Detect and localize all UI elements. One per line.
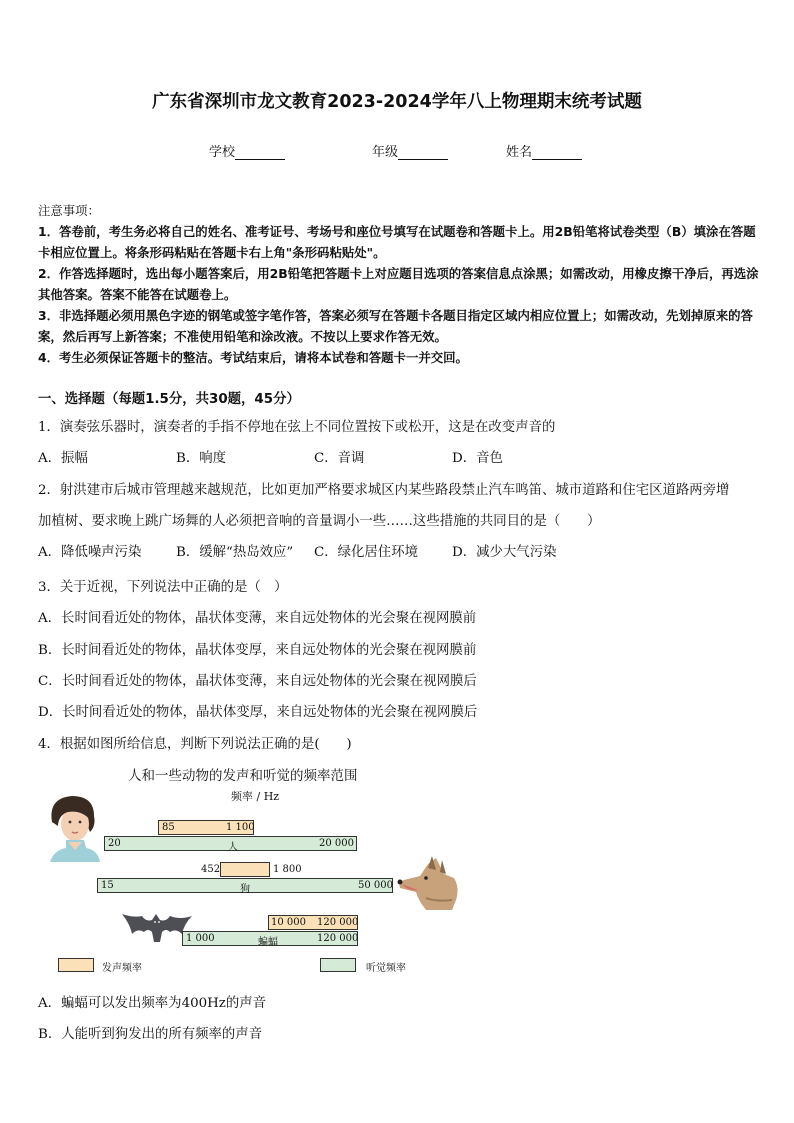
- legend-hear-swatch: [320, 958, 356, 972]
- dog-hear-high: 50 000: [358, 880, 393, 891]
- human-voice-low: 85: [162, 822, 175, 833]
- q2-option-a: A．降低噪声污染: [38, 545, 142, 560]
- dog-label: 狗: [240, 884, 250, 895]
- school-blank: [235, 146, 285, 160]
- legend-voice-swatch: [58, 958, 94, 972]
- question-1-stem: 1．演奏弦乐器时，演奏者的手指不停地在弦上不同位置按下或松开，这是在改变声音的: [38, 420, 556, 435]
- q2-option-b: B．缓解“热岛效应”: [176, 545, 294, 560]
- human-voice-high: 1 100: [226, 822, 255, 833]
- q3-option-b: B．长时间看近处的物体，晶状体变厚，来自远处物体的光会聚在视网膜前: [38, 643, 477, 658]
- dog-voice-bar: [220, 862, 270, 877]
- notice-item: 3．非选择题必须用黑色字迹的钢笔或签字笔作答，答案必须写在答题卡各题目指定区域内相应位置上；如需改动，先划掉原来的答案，然后再写上新答案；不准使用铅笔和涂改液。不按以上要求作答无效。: [38, 308, 753, 344]
- dog-voice-high: 1 800: [273, 864, 302, 875]
- q3-option-c: C．长时间看近处的物体，晶状体变薄，来自远处物体的光会聚在视网膜后: [38, 674, 477, 689]
- q1-option-a: A．振幅: [38, 451, 88, 466]
- question-2-stem-line2: 加植树、要求晚上跳广场舞的人必须把音响的音量调小一些……这些措施的共同目的是（ ）: [38, 514, 601, 529]
- human-hear-low: 20: [108, 838, 121, 849]
- woman-illustration: [44, 792, 102, 862]
- section-heading: 一、选择题（每题1.5分，共30题，45分）: [38, 392, 300, 407]
- human-label: 人: [228, 842, 238, 853]
- dog-illustration: [396, 854, 462, 910]
- q3-option-d: D．长时间看近处的物体，晶状体变厚，来自远处物体的光会聚在视网膜后: [38, 705, 478, 720]
- notice-item: 1．答卷前，考生务必将自己的姓名、准考证号、考场号和座位号填写在试题卷和答题卡上。用2B铅笔将试卷类型（B）填涂在答题卡相应位置上。将条形码粘贴在答题卡右上角"条形码粘贴处"。: [38, 224, 756, 260]
- question-4-stem: 4．根据如图所给信息，判断下列说法正确的是( ): [38, 737, 352, 752]
- q3-option-a: A．长时间看近处的物体，晶状体变薄，来自远处物体的光会聚在视网膜前: [38, 611, 477, 626]
- legend-voice-label: 发声频率: [102, 963, 142, 974]
- q4-option-a: A．蝙蝠可以发出频率为400Hz的声音: [38, 996, 267, 1011]
- school-field: [209, 141, 285, 160]
- grade-blank: [398, 146, 448, 160]
- question-3-stem: 3．关于近视，下列说法中正确的是（ ）: [38, 580, 288, 595]
- notice-item: 4．考生必须保证答题卡的整洁。考试结束后，请将本试卷和答题卡一并交回。: [38, 350, 468, 365]
- dog-hear-low: 15: [101, 880, 114, 891]
- q2-option-d: D．减少大气污染: [452, 545, 557, 560]
- legend-hear-label: 听觉频率: [366, 963, 406, 974]
- bat-hear-high: 120 000: [317, 933, 359, 944]
- question-2-stem-line1: 2．射洪建市后城市管理越来越规范，比如更加严格要求城区内某些路段禁止汽车鸣笛、城市道路和住宅区道路两旁增: [38, 483, 730, 498]
- school-label: 学校: [209, 145, 236, 160]
- bat-hear-low: 1 000: [186, 933, 215, 944]
- bat-voice-high: 120 000: [317, 917, 359, 928]
- figure-unit-label: 频率 / Hz: [231, 790, 280, 803]
- name-field: [506, 141, 582, 160]
- q1-option-c: C．音调: [314, 451, 365, 466]
- bat-label: 蝙蝠: [258, 937, 278, 948]
- grade-label: 年级: [372, 145, 399, 160]
- dog-voice-low: 452: [201, 864, 221, 875]
- human-hear-high: 20 000: [319, 838, 354, 849]
- q1-option-b: B．响度: [176, 451, 227, 466]
- bat-voice-low: 10 000: [271, 917, 306, 928]
- grade-field: [372, 141, 448, 160]
- notice-block: [38, 200, 760, 368]
- notice-heading: 注意事项：: [38, 203, 100, 218]
- name-blank: [532, 146, 582, 160]
- exam-title: 广东省深圳市龙文教育2023-2024学年八上物理期末统考试题: [152, 92, 642, 112]
- q1-option-d: D．音色: [452, 451, 503, 466]
- name-label: 姓名: [506, 145, 533, 160]
- q4-option-b: B．人能听到狗发出的所有频率的声音: [38, 1027, 263, 1042]
- q2-option-c: C．绿化居住环境: [314, 545, 418, 560]
- figure-title: 人和一些动物的发声和听觉的频率范围: [128, 768, 358, 784]
- notice-item: 2．作答选择题时，选出每小题答案后，用2B铅笔把答题卡上对应题目选项的答案信息点涂黑；如需改动，用橡皮擦干净后，再选涂其他答案。答案不能答在试题卷上。: [38, 266, 759, 302]
